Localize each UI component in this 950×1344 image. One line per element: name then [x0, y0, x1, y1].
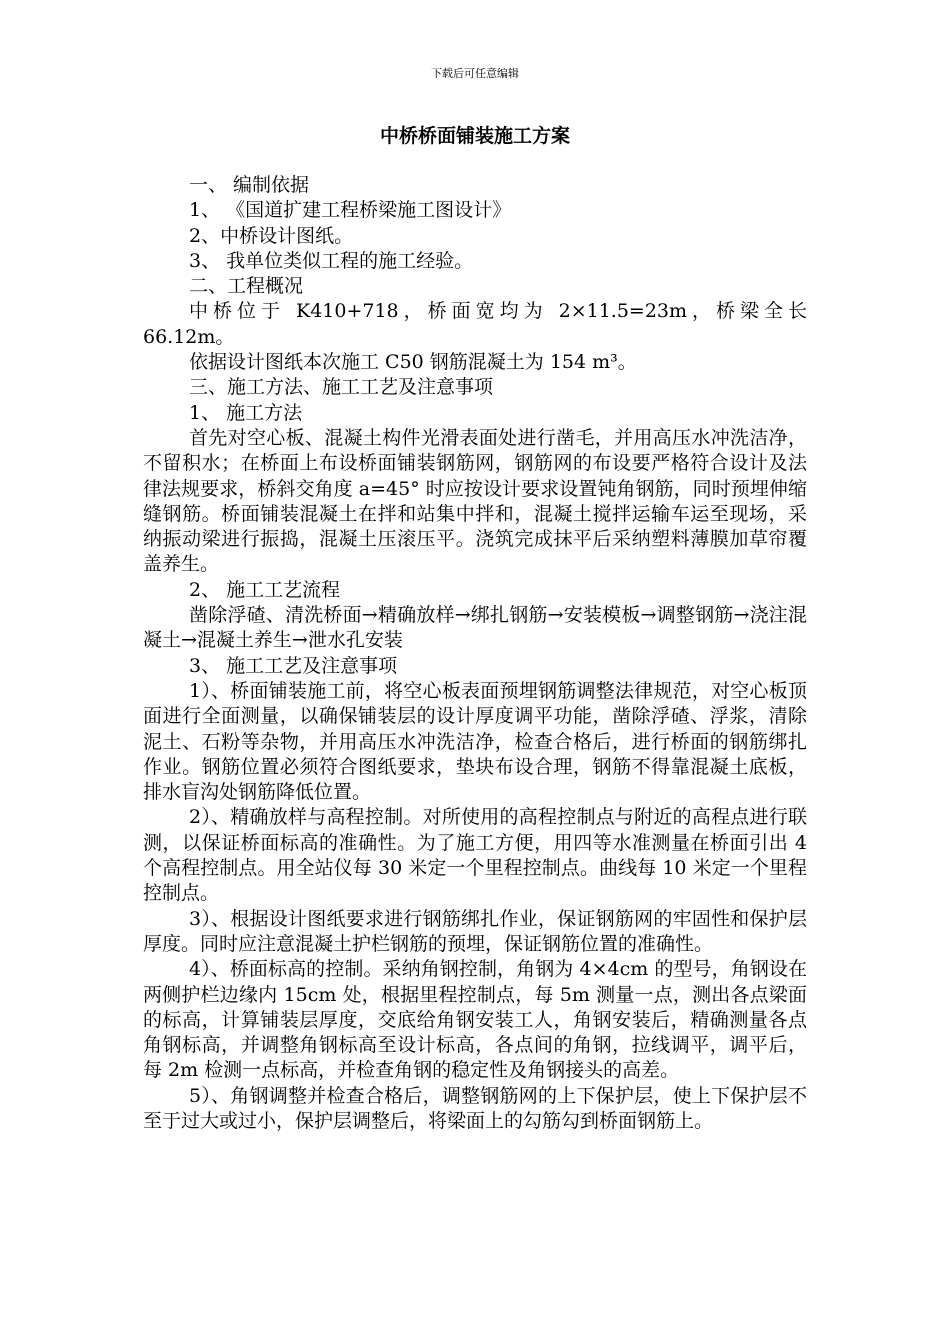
subheading-precautions: 3、 施工工艺及注意事项: [189, 654, 398, 677]
paragraph-concrete-volume: 依据设计图纸本次施工 C50 钢筋混凝土为 154 m³。: [189, 351, 637, 374]
header-note: 下载后可任意编辑: [431, 67, 519, 80]
section-heading-methods: 三、施工方法、施工工艺及注意事项: [189, 376, 494, 399]
paragraph-precaution-2: 2）、精确放样与高程控制。对所使用的高程控制点与附近的高程点进行联测，以保证桥面标高的准确性。为了施工方便，用四等水准测量在桥面引出 4 个高程控制点。用全站仪每 30 米定一个里程控制点。曲线每 10 米定一个里程控制点。: [143, 806, 807, 905]
paragraph-overview: 中桥位于 K410+718，桥面宽均为 2×11.5=23m，桥梁全长 66.12m。: [143, 300, 807, 348]
paragraph-precaution-5: 5）、角钢调整并检查合格后，调整钢筋网的上下保护层，使上下保护层不至于过大或过小，保护层调整后，将梁面上的勾筋勾到桥面钢筋上。: [143, 1084, 807, 1132]
document-title: 中桥桥面铺装施工方案: [379, 125, 570, 147]
list-item-basis-3: 3、 我单位类似工程的施工经验。: [189, 249, 474, 272]
paragraph-precaution-1: 1）、桥面铺装施工前，将空心板表面预埋钢筋调整法律规范，对空心板顶面进行全面测量，以确保铺装层的设计厚度调平功能，凿除浮碴、浮浆，清除泥土、石粉等杂物，并用高压水冲洗洁净，检查合格后，进行桥面的钢筋绑扎作业。钢筋位置必须符合图纸要求，垫块布设合理，钢筋不得靠混凝土底板，排水盲沟处钢筋降低位置。: [143, 679, 807, 804]
subheading-process-flow: 2、 施工工艺流程: [189, 578, 341, 601]
list-item-basis-1: 1、 《国道扩建工程桥梁施工图设计》: [189, 199, 512, 222]
document-body: [143, 173, 807, 1134]
list-item-basis-2: 2、中桥设计图纸。: [189, 224, 354, 247]
paragraph-process-flow: 凿除浮碴、清洗桥面→精确放样→绑扎钢筋→安装模板→调整钢筋→浇注混凝土→混凝土养生→泄水孔安装: [143, 604, 807, 652]
section-heading-overview: 二、工程概况: [189, 275, 304, 298]
paragraph-precaution-3: 3）、根据设计图纸要求进行钢筋绑扎作业，保证钢筋网的牢固性和保护层厚度。同时应注意混凝土护栏钢筋的预埋，保证钢筋位置的准确性。: [143, 907, 807, 955]
subheading-method: 1、 施工方法: [189, 401, 303, 424]
section-heading-basis: 一、 编制依据: [189, 174, 310, 196]
paragraph-method: 首先对空心板、混凝土构件光滑表面处进行凿毛，并用高压水冲洗洁净，不留积水；在桥面上布设桥面铺装钢筋网，钢筋网的布设要严格符合设计及法律法规要求，桥斜交角度 a=45° 时应按设计要求设置钝角钢筋，同时预埋伸缩缝钢筋。桥面铺装混凝土在拌和站集中拌和，混凝土搅拌运输车运至现场，采纳振动梁进行振捣，混凝土压滚压平。浇筑完成抹平后采纳塑料薄膜加草帘覆盖养生。: [143, 426, 807, 576]
paragraph-precaution-4: 4）、桥面标高的控制。采纳角钢控制，角钢为 4×4cm 的型号，角钢设在两侧护栏边缘内 15cm 处，根据里程控制点，每 5m 测量一点，测出各点梁面的标高，计算铺装层厚度，交底给角钢安装工人，角钢安装后，精确测量各点角钢标高，并调整角钢标高至设计标高，各点间的角钢，拉线调平，调平后，每 2m 检测一点标高，并检查角钢的稳定性及角钢接头的高差。: [143, 958, 807, 1082]
